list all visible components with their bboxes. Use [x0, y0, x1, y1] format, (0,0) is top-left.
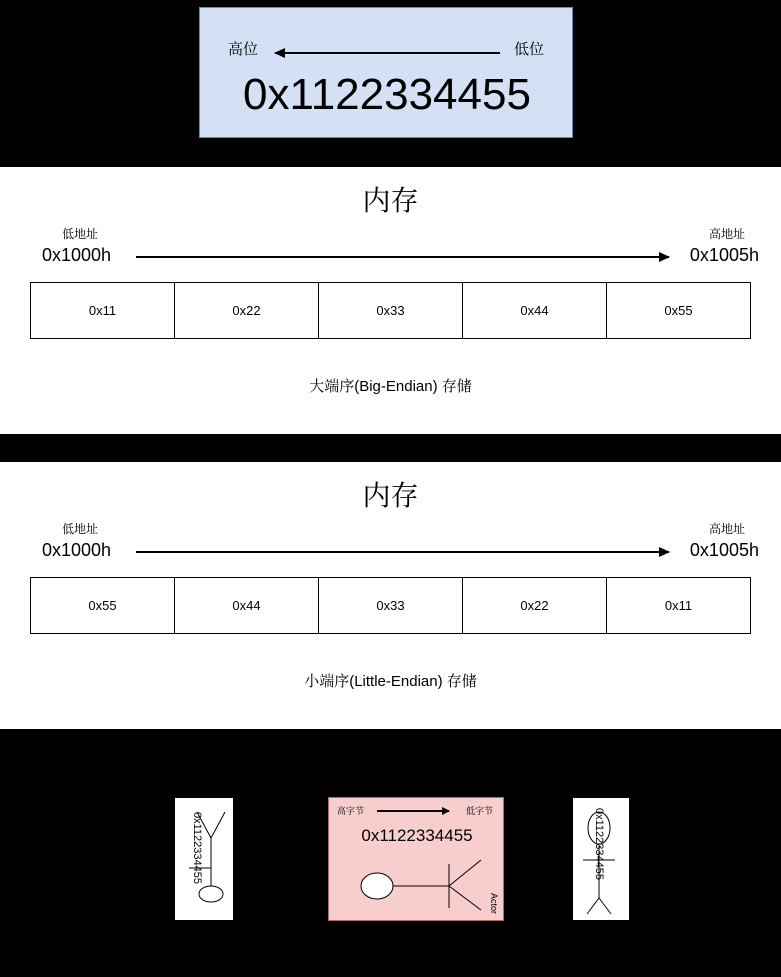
- memory-panel-little-endian: [0, 462, 781, 729]
- high-address-label: 高地址: [708, 227, 745, 241]
- panel-caption: 小端序(Little-Endian) 存储: [304, 673, 477, 690]
- actor-icon: [573, 798, 629, 920]
- value-box-low-label: 低位: [513, 41, 544, 58]
- thumbnail-center-low-byte-label: 低字节: [465, 806, 493, 816]
- value-box-value: 0x1122334455: [243, 70, 531, 119]
- actor-icon: [329, 798, 503, 920]
- right-arrow-icon: [136, 551, 669, 553]
- low-address-label: 低地址: [62, 227, 99, 241]
- memory-cell: 0x33: [319, 578, 463, 633]
- memory-panel-big-endian: [0, 167, 781, 434]
- memory-cell: 0x11: [664, 598, 693, 613]
- thumbnail-center-value: 0x1122334455: [361, 826, 473, 845]
- right-arrow-icon: [136, 256, 669, 258]
- memory-cell: 0x44: [175, 578, 319, 633]
- thumbnail-center-actor-label: Actor: [489, 892, 499, 914]
- memory-cell-row: [30, 282, 751, 339]
- memory-cell: 0x55: [664, 303, 693, 318]
- thumbnail-left: [174, 797, 234, 921]
- high-address-value: 0x1005h: [689, 540, 759, 560]
- high-address-value: 0x1005h: [689, 245, 759, 265]
- low-address-label: 低地址: [62, 522, 99, 536]
- memory-cell: 0x55: [31, 578, 175, 633]
- thumbnail-right: [572, 797, 630, 921]
- memory-cell: 0x33: [319, 283, 463, 338]
- value-box: [199, 7, 573, 138]
- panel-caption: 大端序(Big-Endian) 存储: [309, 378, 472, 395]
- high-address-label: 高地址: [708, 522, 745, 536]
- low-address-value: 0x1000h: [42, 245, 112, 265]
- thumbnail-center: [328, 797, 504, 921]
- panel-title: 内存: [362, 480, 419, 511]
- memory-cell-row: [30, 577, 751, 634]
- memory-cell: 0x44: [463, 283, 607, 338]
- thumbnail-right-text: 0x1122334455: [593, 808, 605, 880]
- left-arrow-icon: [275, 52, 500, 54]
- thumbnail-center-high-byte-label: 高字节: [337, 806, 365, 816]
- actor-icon: [175, 798, 233, 920]
- memory-cell: 0x22: [175, 283, 319, 338]
- thumbnail-left-text: 0x1122334455: [191, 812, 203, 884]
- memory-cell: 0x11: [31, 283, 175, 338]
- panel-title: 内存: [362, 185, 419, 216]
- value-box-high-label: 高位: [228, 41, 259, 58]
- low-address-value: 0x1000h: [42, 540, 112, 560]
- memory-cell: 0x22: [463, 578, 607, 633]
